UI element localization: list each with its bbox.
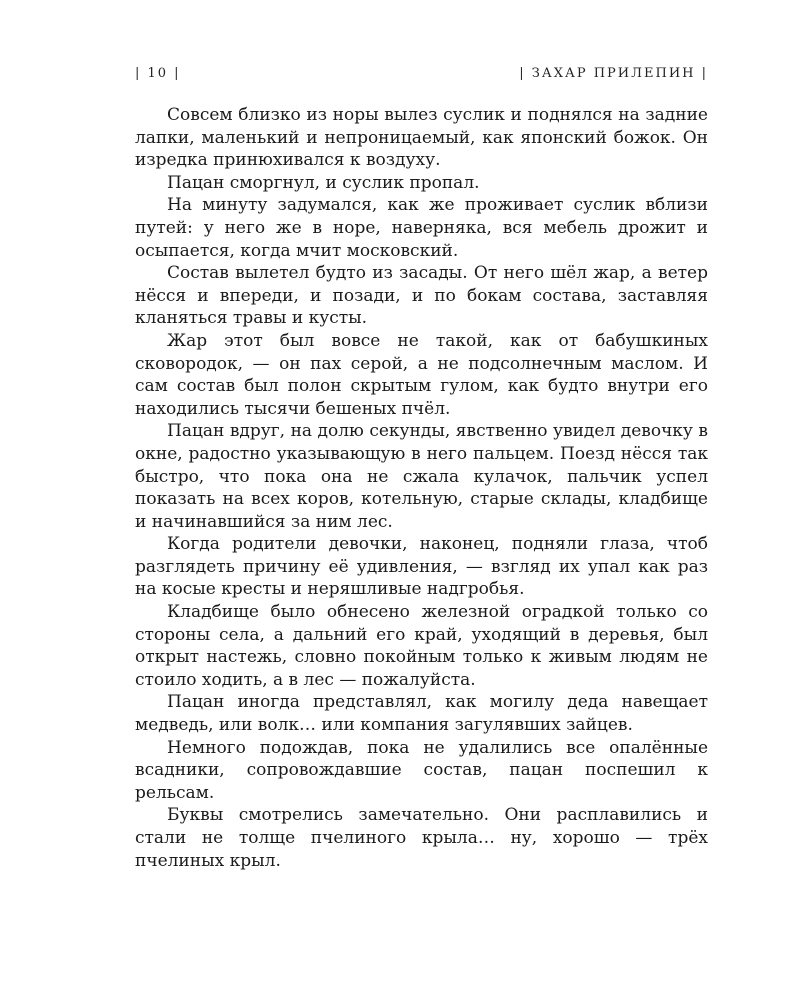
running-title: | ЗАХАР ПРИЛЕПИН | [519,66,708,81]
paragraph: Пацан иногда представлял, как могилу деда навещает медведь, или волк… или компания загулявших зайцев. [135,692,708,736]
paragraph: Жар этот был вовсе не такой, как от бабушкиных сковородок, — он пах серой, а не подсолнечным маслом. И сам состав был полон скрытым гулом, как будто внутри его находились тысячи бешеных пчёл. [135,330,708,419]
paragraph: На минуту задумался, как же проживает суслик вблизи путей: у него же в норе, наверняка, вся мебель дрожит и осыпается, когда мчит московский. [135,195,708,261]
paragraph: Буквы смотрелись замечательно. Они расплавились и стали не толще пчелиного крыла… ну, хорошо — трёх пчелиных крыл. [135,805,708,871]
paragraph: Кладбище было обнесено железной оградкой только со стороны села, а дальний его край, уходящий в деревья, был открыт настежь, словно покойным только к живым людям не стоило ходить, а в лес — пожалуйста. [135,602,708,690]
paragraph: Когда родители девочки, наконец, подняли глаза, чтоб разглядеть причину её удивления, — взгляд их упал как раз на косые кресты и неряшливые надгробья. [135,534,708,600]
page-number: | 10 | [135,66,181,81]
body-text [135,104,708,872]
paragraph: Состав вылетел будто из засады. От него шёл жар, а ветер нёсся и впереди, и позади, и по бокам состава, заставляя кланяться травы и кусты. [135,263,708,329]
running-header [135,66,708,88]
paragraph: Совсем близко из норы вылез суслик и поднялся на задние лапки, маленький и непроницаемый, как японский божок. Он изредка принюхивался к воздуху. [135,105,708,171]
paragraph: Пацан сморгнул, и суслик пропал. [167,172,480,193]
paragraph: Пацан вдруг, на долю секунды, явственно увидел девочку в окне, радостно указывающую в него пальцем. Поезд нёсся так быстро, что пока она не сжала кулачок, пальчик успел показать на всех коров, котельную, старые склады, кладбище и начинавшийся за ним лес. [135,421,708,532]
paragraph: Немного подождав, пока не удалились все опалённые всадники, сопровождавшие состав, пацан поспешил к рельсам. [135,737,708,803]
